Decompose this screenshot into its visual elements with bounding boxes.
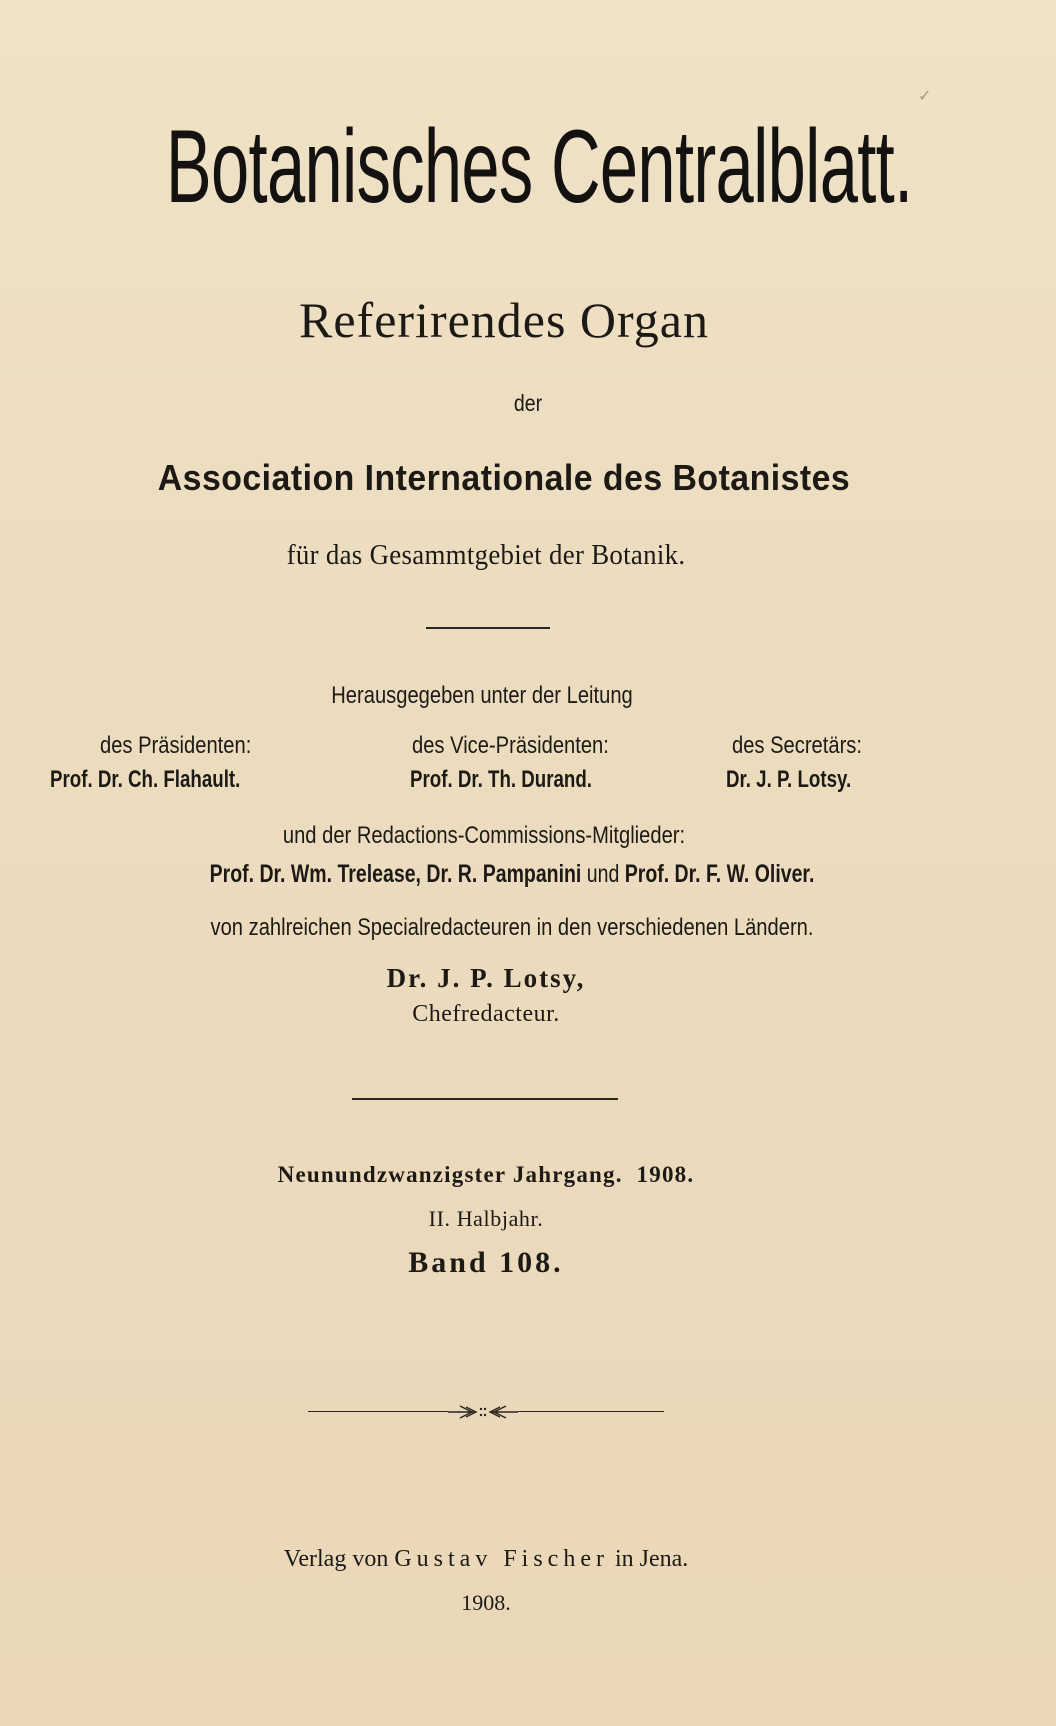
ornamental-divider-icon: [308, 1404, 664, 1420]
officer-role: des Vice-Präsidenten:: [412, 732, 609, 759]
publisher-prefix: Verlag von: [283, 1546, 389, 1572]
journal-title: Botanisches Centralblatt.: [165, 109, 913, 225]
officer-role: des Secretärs:: [732, 732, 862, 759]
divider-rule: [426, 627, 550, 629]
divider-rule: [352, 1098, 618, 1100]
chief-editor-name: Dr. J. P. Lotsy,: [386, 963, 586, 993]
officers-row: [0, 732, 1056, 802]
commission-intro: und der Redactions-Commissions-Mitglieder:: [282, 822, 686, 849]
specialists-line: von zahlreichen Specialredacteuren in den verschiedenen Ländern.: [210, 914, 814, 941]
officer-vice-president: [412, 732, 646, 794]
band-number: Band 108.: [408, 1246, 564, 1279]
scope-line: für das Gesammtgebiet der Botanik.: [286, 540, 686, 571]
publisher-name: Gustav Fischer: [394, 1546, 609, 1572]
journal-subtitle: Referirendes Organ: [299, 292, 709, 348]
publisher-suffix: in Jena.: [614, 1546, 689, 1572]
edited-by-line: Herausgegeben unter der Leitung: [331, 682, 633, 709]
pencil-mark-icon: ✓: [918, 88, 932, 105]
officer-role: des Präsidenten:: [100, 732, 252, 759]
publication-year: 1908.: [461, 1590, 511, 1615]
arrow-ornament-icon: [448, 1404, 518, 1420]
officer-president: [50, 732, 294, 794]
association-name: Association Internationale des Botanistes: [157, 457, 851, 498]
officer-secretary: [726, 732, 887, 794]
commission-conjunction: und: [586, 860, 620, 888]
chief-editor-role: Chefredacteur.: [412, 1001, 560, 1027]
der-line: der: [513, 390, 543, 416]
commission-member-1: Prof. Dr. Wm. Trelease, Dr. R. Pampanini: [209, 860, 582, 888]
half-year-line: II. Halbjahr.: [428, 1206, 544, 1231]
volume-year-line: Neunundzwanzigster Jahrgang. 1908.: [277, 1162, 695, 1187]
officer-name: Dr. J. P. Lotsy.: [726, 766, 852, 793]
commission-members: [100, 860, 924, 889]
officer-name: Prof. Dr. Th. Durand.: [410, 766, 593, 793]
officer-name: Prof. Dr. Ch. Flahault.: [50, 766, 241, 793]
publisher-line: [0, 1546, 1014, 1573]
commission-member-2: Prof. Dr. F. W. Oliver.: [624, 860, 815, 888]
